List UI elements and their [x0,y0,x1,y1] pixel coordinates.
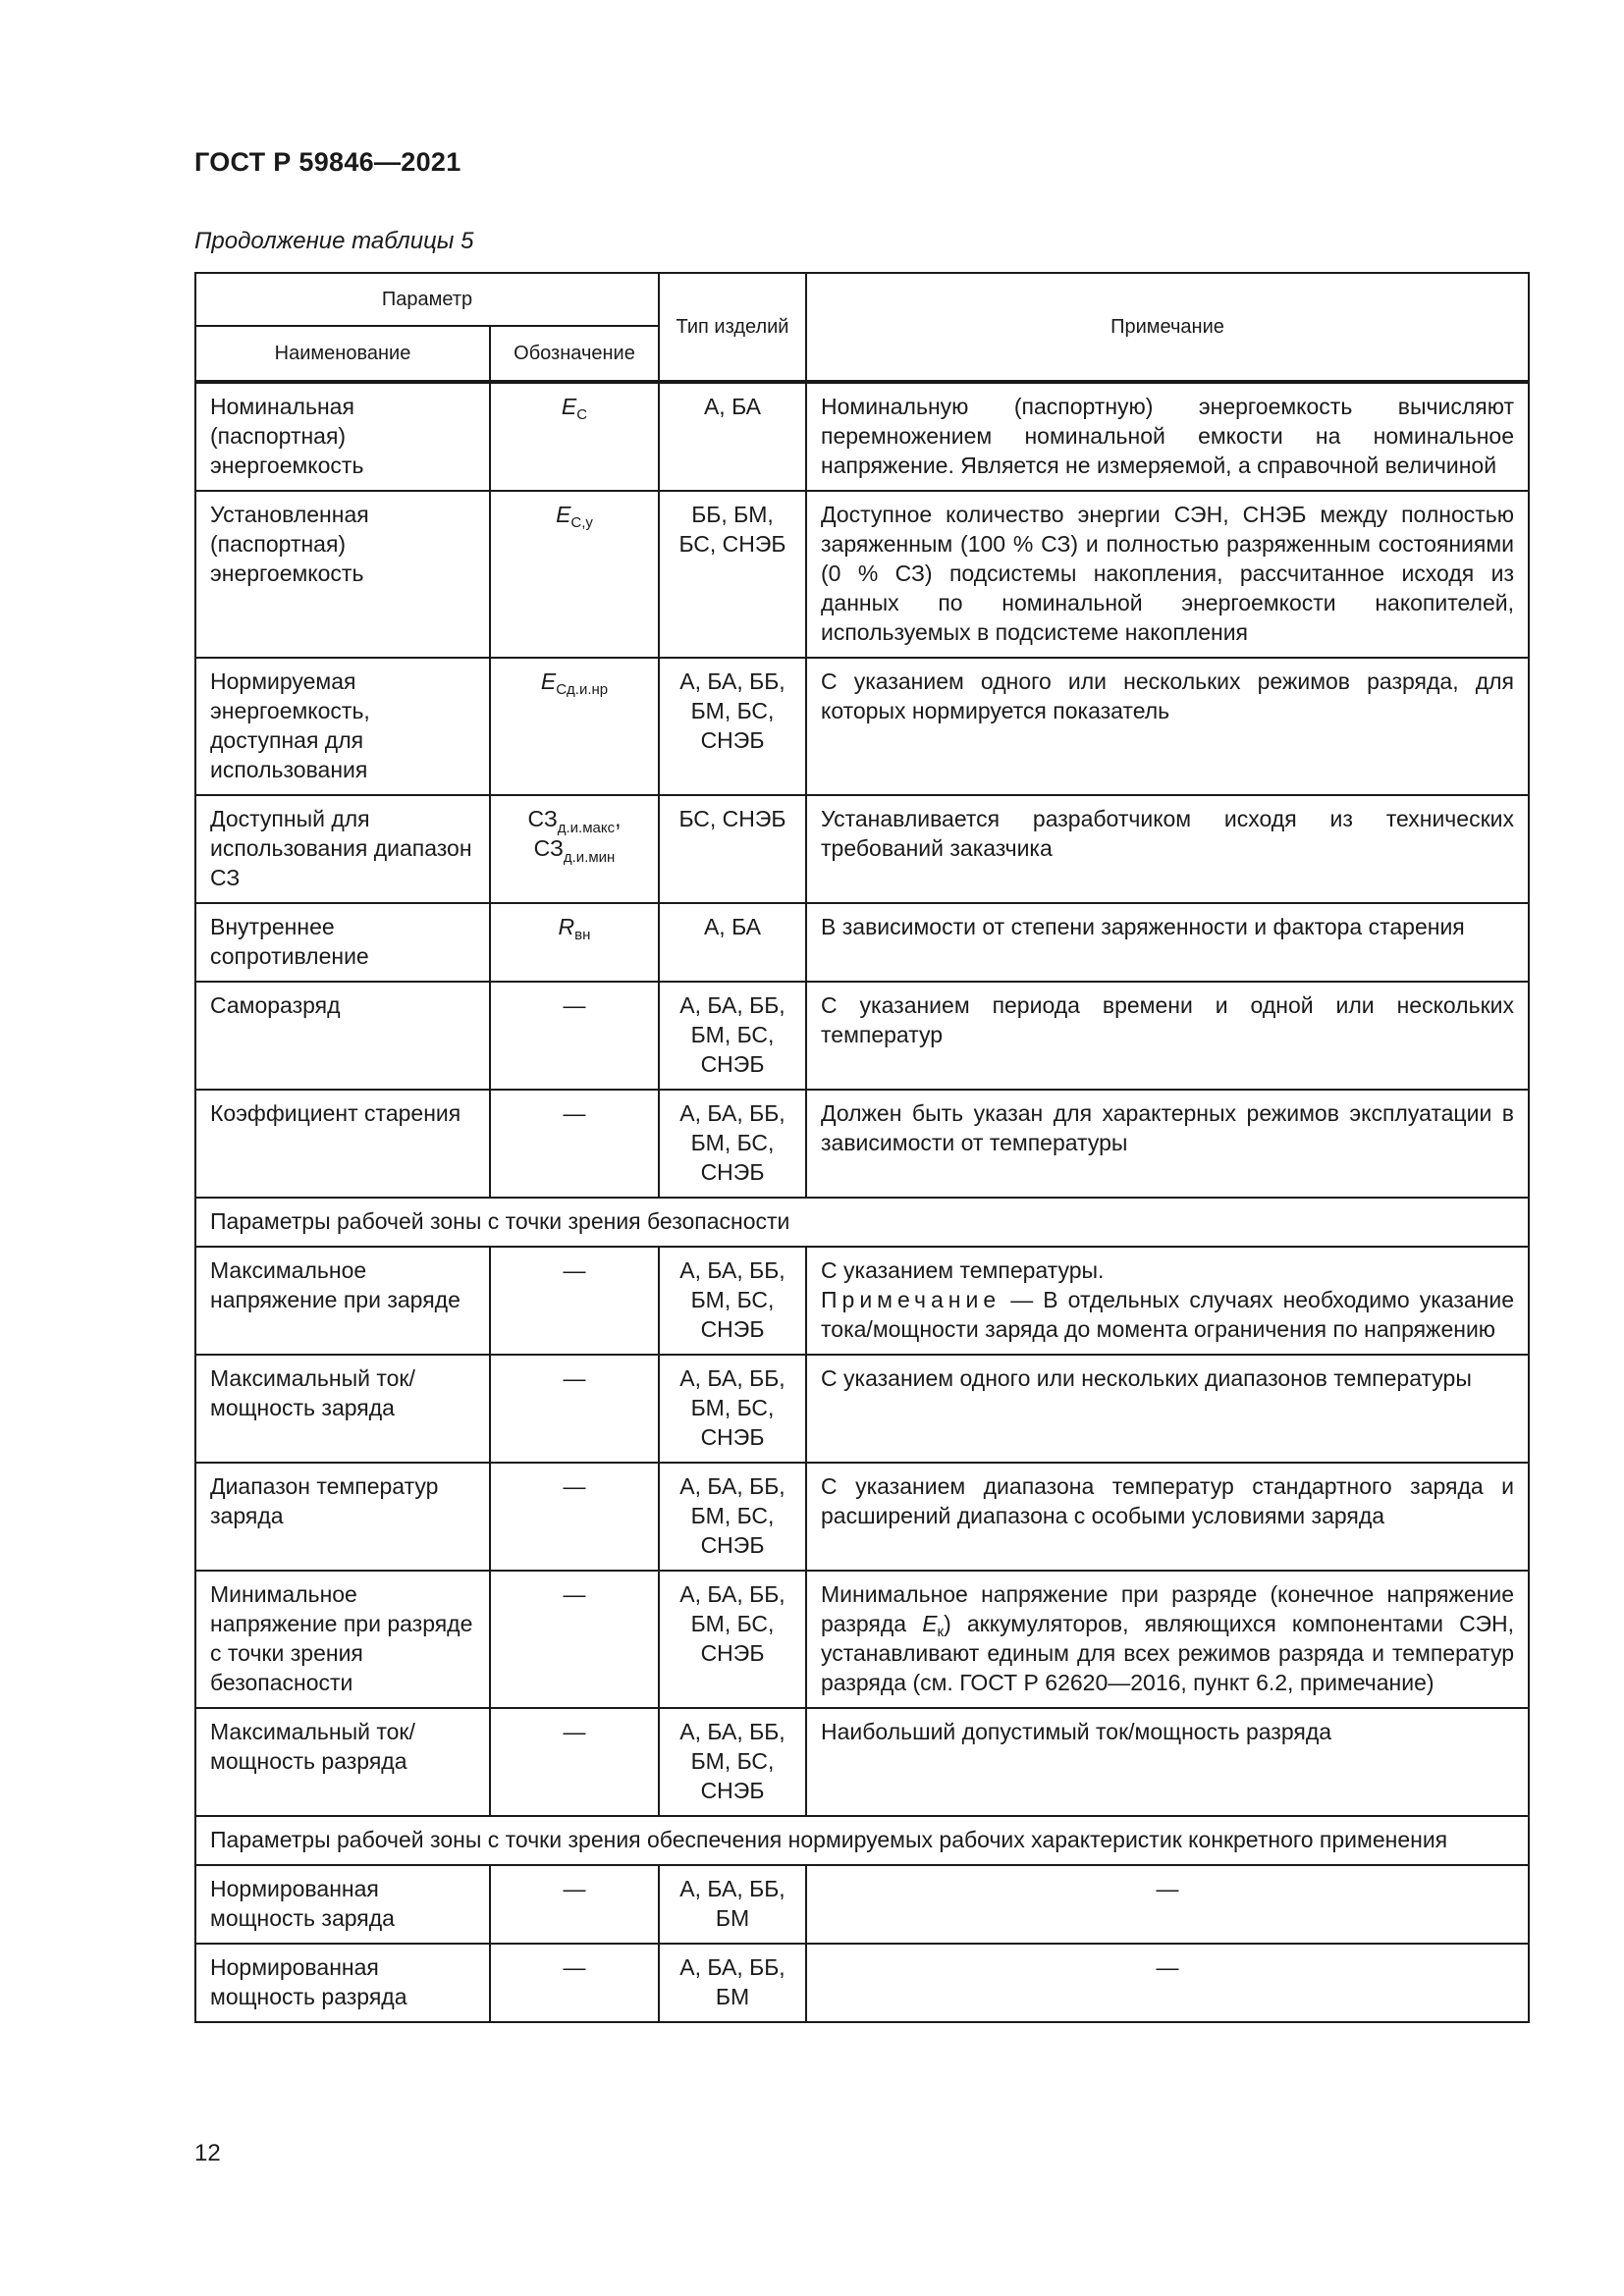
param-note: Наибольший допустимый ток/мощность разряда [806,1708,1529,1816]
header-symbol: Обозначение [490,326,659,382]
param-name: Номинальная (паспортная) энергоемкость [195,382,490,491]
table-row [195,903,1529,982]
table-row [195,1865,1529,1944]
product-type: А, БА, ББ, БМ, БС, СНЭБ [659,1090,806,1198]
param-name: Максимальный ток/ мощность разряда [195,1708,490,1816]
param-note: Должен быть указан для характерных режимов эксплуатации в зависимости от температуры [806,1090,1529,1198]
page-number: 12 [194,2140,221,2166]
parameters-table [194,272,1530,2023]
param-name: Доступный для использования диапазон СЗ [195,795,490,903]
param-symbol: $СЗ_{д.и.макс}$, $СЗ_{д.и.мин}$ [490,795,659,903]
param-name: Внутреннее сопротивление [195,903,490,982]
param-note: Номинальную (паспортную) энергоемкость вычисляют перемножением номинальной емкости на номинальное напряжение. Является не измеряемой, а справочной величиной [806,382,1529,491]
param-note: С указанием одного или нескольких диапазонов температуры [806,1355,1529,1463]
table-row [195,658,1529,795]
param-note: В зависимости от степени заряженности и фактора старения [806,903,1529,982]
param-symbol: $E_{C,у}$ [490,491,659,658]
table-row [195,491,1529,658]
product-type: ББ, БМ, БС, СНЭБ [659,491,806,658]
product-type: А, БА, ББ, БМ, БС, СНЭБ [659,1355,806,1463]
param-note: С указанием диапазона температур стандартного заряда и расширений диапазона с особыми условиями заряда [806,1463,1529,1571]
param-name: Коэффициент старения [195,1090,490,1198]
table-row [195,1355,1529,1463]
param-note: С указанием температуры. Примечание — В отдельных случаях необходимо указание тока/мощности заряда до момента ограничения по напряжению [806,1247,1529,1355]
param-symbol: — [490,1247,659,1355]
param-note: — [806,1944,1529,2022]
note-label: Примечание [821,1287,1001,1312]
product-type: А, БА, ББ, БМ, БС, СНЭБ [659,1463,806,1571]
param-note: Минимальное напряжение при разряде (конечное напряжение разряда $E_к$) аккумуляторов, являющихся компонентами СЭН, устанавливают единым для всех режимов разряда и температур разряда (см. ГОСТ Р 62620—2016, пункт 6.2, примечание) [806,1571,1529,1708]
param-symbol: — [490,1865,659,1944]
param-name: Максимальный ток/ мощность заряда [195,1355,490,1463]
header-parameter: Параметр [195,273,659,326]
section-row [195,1816,1529,1865]
table-row [195,1090,1529,1198]
param-symbol: $R_{вн}$ [490,903,659,982]
product-type: А, БА [659,382,806,491]
section-row [195,1198,1529,1247]
param-symbol: — [490,982,659,1090]
product-type: БС, СНЭБ [659,795,806,903]
table-row [195,1463,1529,1571]
param-name: Минимальное напряжение при разряде с точки зрения безопасности [195,1571,490,1708]
param-symbol: $E_{Сд.и.нр}$ [490,658,659,795]
table-row [195,1708,1529,1816]
param-name: Диапазон температур заряда [195,1463,490,1571]
table-header-row [195,273,1529,326]
param-symbol: — [490,1571,659,1708]
product-type: А, БА, ББ, БМ, БС, СНЭБ [659,658,806,795]
product-type: А, БА [659,903,806,982]
header-note: Примечание [806,273,1529,382]
table-row [195,1571,1529,1708]
param-symbol: — [490,1708,659,1816]
product-type: А, БА, ББ, БМ, БС, СНЭБ [659,1247,806,1355]
param-name: Нормируемая энергоемкость, доступная для использования [195,658,490,795]
product-type: А, БА, ББ, БМ [659,1865,806,1944]
product-type: А, БА, ББ, БМ, БС, СНЭБ [659,982,806,1090]
param-symbol: — [490,1090,659,1198]
header-name: Наименование [195,326,490,382]
param-note: — [806,1865,1529,1944]
param-note: Устанавливается разработчиком исходя из технических требований заказчика [806,795,1529,903]
param-symbol: — [490,1463,659,1571]
product-type: А, БА, ББ, БМ, БС, СНЭБ [659,1708,806,1816]
param-name: Саморазряд [195,982,490,1090]
param-symbol: $E_C$ [490,382,659,491]
table-row [195,1247,1529,1355]
table-row [195,382,1529,491]
param-symbol: — [490,1355,659,1463]
param-name: Нормированная мощность разряда [195,1944,490,2022]
table-row [195,1944,1529,2022]
product-type: А, БА, ББ, БМ, БС, СНЭБ [659,1571,806,1708]
table-continuation-caption: Продолжение таблицы 5 [194,228,474,254]
param-name: Максимальное напряжение при заряде [195,1247,490,1355]
header-type: Тип изделий [659,273,806,382]
param-note: Доступное количество энергии СЭН, СНЭБ между полностью заряженным (100 % СЗ) и полностью разряженным состояниями (0 % СЗ) подсистемы накопления, рассчитанное исходя из данных по номинальной энергоемкости накопителей, используемых в подсистеме накопления [806,491,1529,658]
param-note: С указанием периода времени и одной или нескольких температур [806,982,1529,1090]
param-name: Установленная (паспортная) энергоемкость [195,491,490,658]
table-row [195,982,1529,1090]
section-heading: Параметры рабочей зоны с точки зрения обеспечения нормируемых рабочих характеристик конкретного применения [195,1816,1529,1865]
param-note: С указанием одного или нескольких режимов разряда, для которых нормируется показатель [806,658,1529,795]
param-symbol: — [490,1944,659,2022]
document-code: ГОСТ Р 59846—2021 [194,147,461,177]
product-type: А, БА, ББ, БМ [659,1944,806,2022]
table-row [195,795,1529,903]
section-heading: Параметры рабочей зоны с точки зрения безопасности [195,1198,1529,1247]
param-name: Нормированная мощность заряда [195,1865,490,1944]
